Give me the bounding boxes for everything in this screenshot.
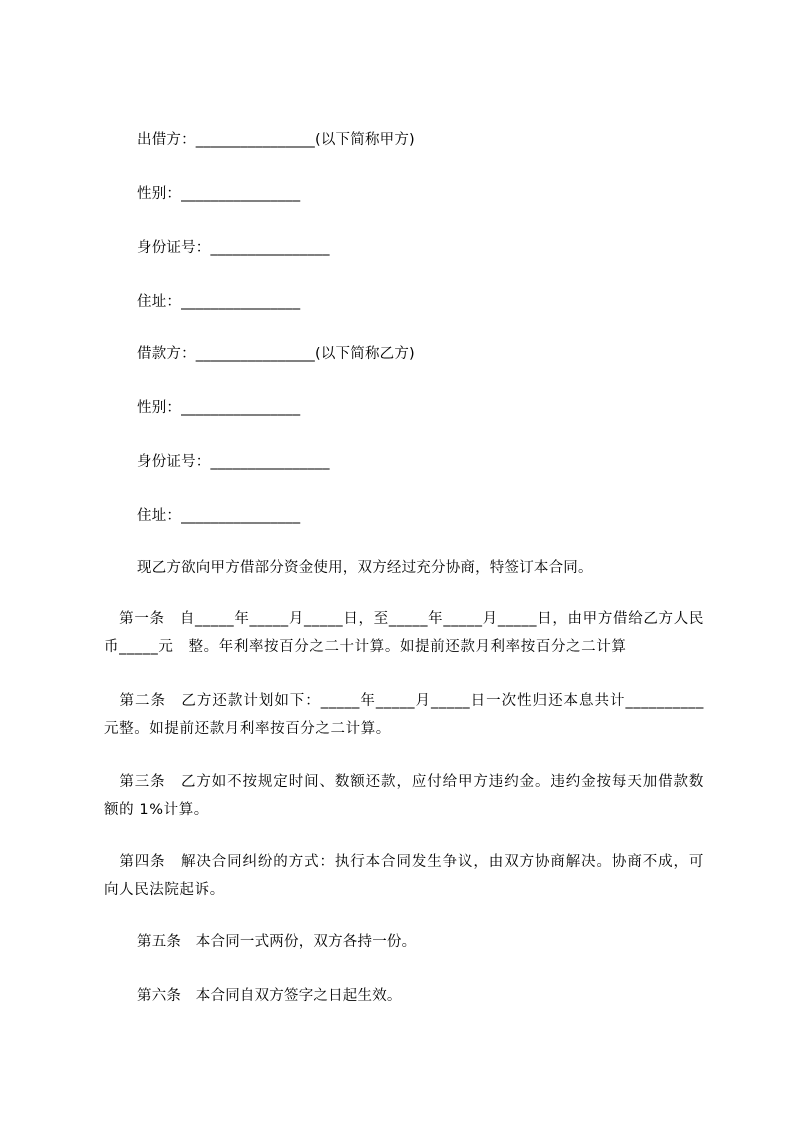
article-5: 第五条 本合同一式两份，双方各持一份。: [137, 934, 417, 950]
borrower-id-line: 身份证号：________________: [137, 454, 330, 470]
borrower-line: 借款方：________________(以下简称乙方): [137, 346, 415, 362]
article-4: 第四条 解决合同纠纷的方式：执行本合同发生争议，由双方协商解决。协商不成，可向人民法院起诉。: [104, 854, 704, 898]
article-1: 第一条 自_____年_____月_____日，至_____年_____月_____日，由甲方借给乙方人民币_____元 整。年利率按百分之二十计算。如提前还款月利率按百分之二计算: [104, 611, 704, 655]
borrower-gender-line: 性别：________________: [137, 400, 301, 416]
article-2: 第二条 乙方还款计划如下：_____年_____月_____日一次性归还本息共计__________元整。如提前还款月利率按百分之二计算。: [104, 693, 704, 737]
article-6: 第六条 本合同自双方签字之日起生效。: [137, 988, 402, 1004]
lender-address-line: 住址：________________: [137, 294, 301, 310]
intro-paragraph: 现乙方欲向甲方借部分资金使用，双方经过充分协商，特签订本合同。: [137, 560, 593, 576]
article-3: 第三条 乙方如不按规定时间、数额还款，应付给甲方违约金。违约金按每天加借款数额的 1%计算。: [104, 774, 704, 818]
lender-line: 出借方：________________(以下简称甲方): [137, 132, 415, 148]
borrower-address-line: 住址：________________: [137, 508, 301, 524]
lender-id-line: 身份证号：________________: [137, 240, 330, 256]
lender-gender-line: 性别：________________: [137, 186, 301, 202]
